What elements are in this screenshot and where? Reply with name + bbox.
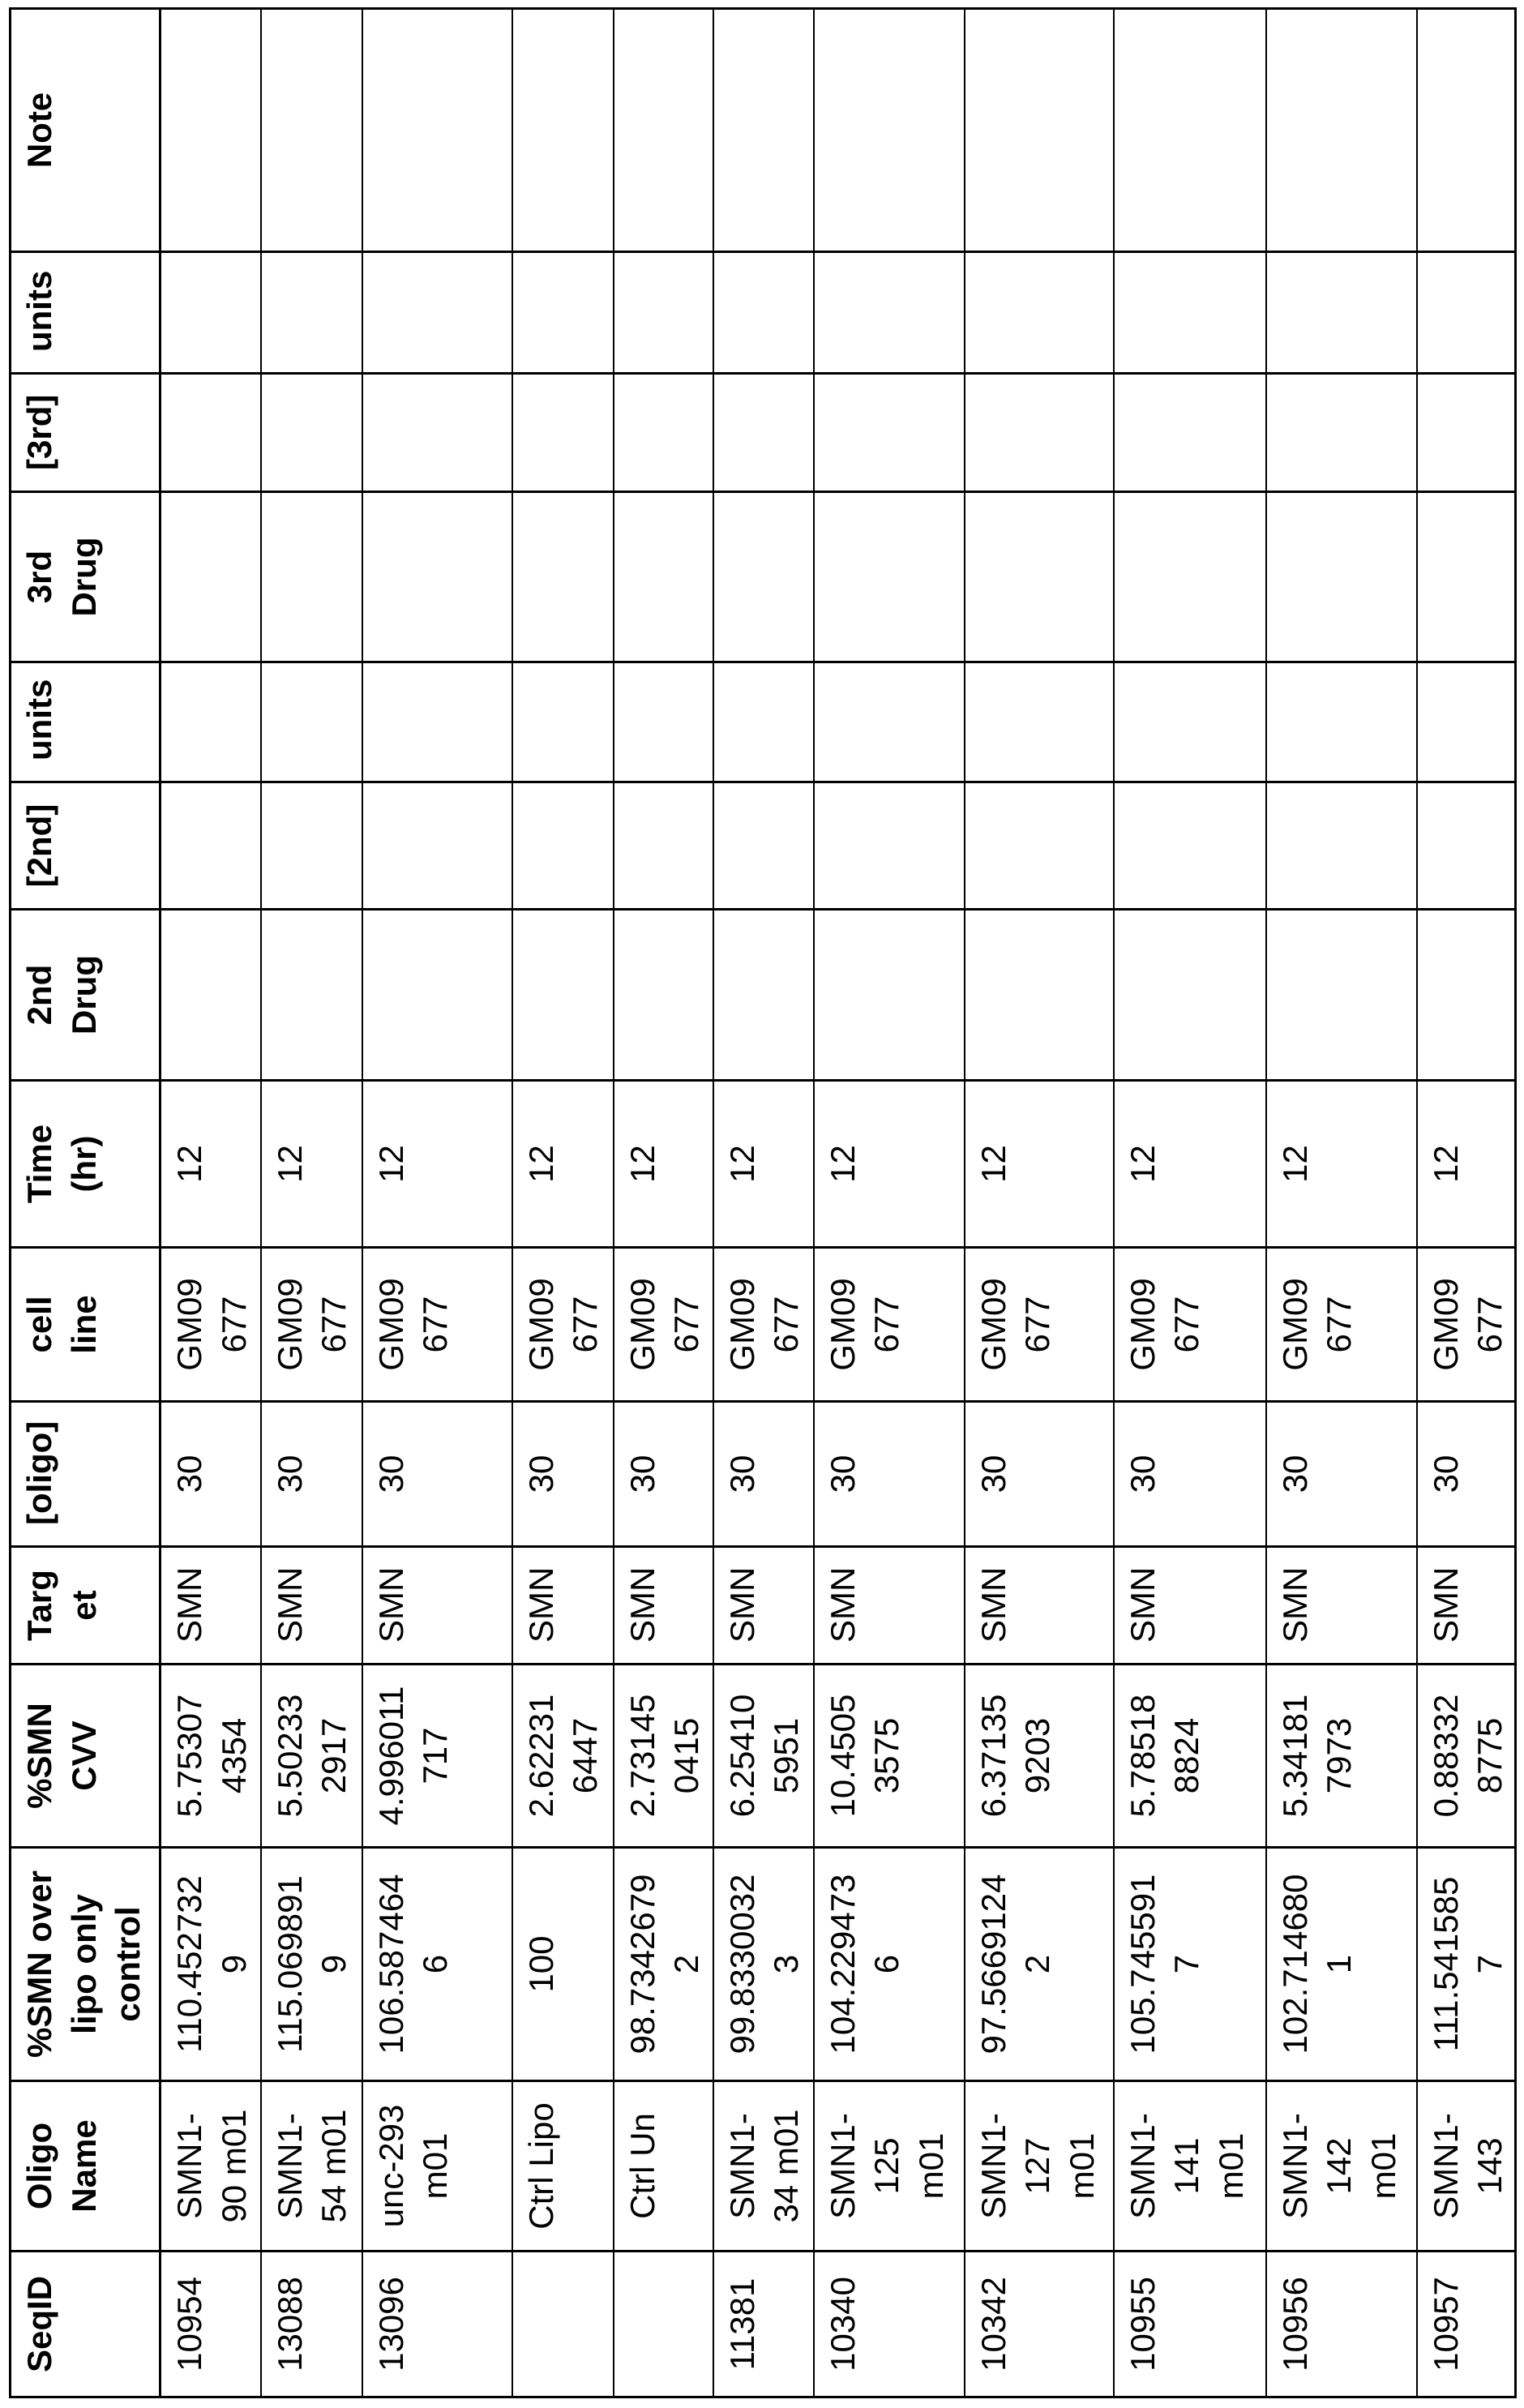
cell-pct-smn-cvv: 6.371359203 (965, 1665, 1114, 1848)
cell-third-units (814, 252, 965, 374)
cell-second-drug (965, 910, 1114, 1081)
cell-second-conc (814, 782, 965, 910)
cell-third-conc (713, 374, 814, 492)
cell-second-conc (1417, 782, 1516, 910)
cell-time-hr: 12 (161, 1081, 261, 1248)
cell-third-drug (713, 492, 814, 662)
header-third-drug: 3rd Drug (11, 492, 161, 662)
cell-oligo-conc: 30 (362, 1402, 512, 1547)
cell-pct-smn-cvv: 5.785188824 (1114, 1665, 1266, 1848)
cell-cell-line: GM09677 (1417, 1248, 1516, 1402)
cell-target: SMN (965, 1547, 1114, 1665)
cell-second-drug (1114, 910, 1266, 1081)
cell-second-drug (1266, 910, 1417, 1081)
cell-cell-line: GM09677 (512, 1248, 614, 1402)
cell-cell-line: GM09677 (1266, 1248, 1417, 1402)
cell-second-units (161, 662, 261, 782)
cell-third-conc (814, 374, 965, 492)
header-cell-line: cell line (11, 1248, 161, 1402)
cell-second-units (261, 662, 362, 782)
table-row (814, 9, 965, 2397)
table-row (713, 9, 814, 2397)
cell-oligo-name: SMN1-142 m01 (1266, 2081, 1417, 2252)
cell-third-conc (512, 374, 614, 492)
cell-second-units (814, 662, 965, 782)
cell-oligo-name: SMN1-125 m01 (814, 2081, 965, 2252)
cell-third-units (614, 252, 713, 374)
cell-seqid: 10340 (814, 2252, 965, 2397)
cell-cell-line: GM09677 (713, 1248, 814, 1402)
cell-second-drug (512, 910, 614, 1081)
cell-time-hr: 12 (261, 1081, 362, 1248)
cell-note (814, 9, 965, 252)
cell-second-drug (261, 910, 362, 1081)
table-row (362, 9, 512, 2397)
cell-third-conc (261, 374, 362, 492)
cell-second-drug (814, 910, 965, 1081)
header-row (11, 9, 161, 2397)
header-oligo-name: Oligo Name (11, 2081, 161, 2252)
cell-third-conc (965, 374, 1114, 492)
cell-second-units (614, 662, 713, 782)
cell-target: SMN (1417, 1547, 1516, 1665)
cell-time-hr: 12 (512, 1081, 614, 1248)
cell-oligo-name: SMN1-143 (1417, 2081, 1516, 2252)
cell-note (1417, 9, 1516, 252)
cell-oligo-name: Ctrl Un (614, 2081, 713, 2252)
cell-third-units (713, 252, 814, 374)
cell-oligo-conc: 30 (261, 1402, 362, 1547)
cell-second-conc (614, 782, 713, 910)
cell-pct-smn-over-lipo: 105.7455917 (1114, 1848, 1266, 2081)
cell-oligo-conc: 30 (1114, 1402, 1266, 1547)
cell-oligo-conc: 30 (614, 1402, 713, 1547)
cell-third-units (362, 252, 512, 374)
cell-second-conc (1114, 782, 1266, 910)
header-time-hr: Time (hr) (11, 1081, 161, 1248)
header-second-drug: 2nd Drug (11, 910, 161, 1081)
cell-pct-smn-cvv: 2.731450415 (614, 1665, 713, 1848)
cell-second-units (1417, 662, 1516, 782)
cell-pct-smn-over-lipo: 102.7146801 (1266, 1848, 1417, 2081)
cell-second-units (1114, 662, 1266, 782)
cell-note (362, 9, 512, 252)
table-row (614, 9, 713, 2397)
header-second-conc: [2nd] (11, 782, 161, 910)
cell-third-drug (814, 492, 965, 662)
cell-third-conc (1417, 374, 1516, 492)
header-third-conc: [3rd] (11, 374, 161, 492)
cell-second-conc (161, 782, 261, 910)
cell-seqid: 10954 (161, 2252, 261, 2397)
cell-pct-smn-over-lipo: 111.5415857 (1417, 1848, 1516, 2081)
cell-target: SMN (713, 1547, 814, 1665)
cell-third-conc (1266, 374, 1417, 492)
cell-third-conc (161, 374, 261, 492)
cell-oligo-name: Ctrl Lipo (512, 2081, 614, 2252)
header-pct-smn-cvv: %SMN CVV (11, 1665, 161, 1848)
cell-third-drug (965, 492, 1114, 662)
cell-second-drug (1417, 910, 1516, 1081)
cell-third-drug (614, 492, 713, 662)
cell-pct-smn-cvv: 10.45053575 (814, 1665, 965, 1848)
cell-oligo-name: SMN1-90 m01 (161, 2081, 261, 2252)
cell-oligo-conc: 30 (1417, 1402, 1516, 1547)
cell-target: SMN (1266, 1547, 1417, 1665)
cell-seqid (614, 2252, 713, 2397)
cell-third-units (512, 252, 614, 374)
cell-time-hr: 12 (1114, 1081, 1266, 1248)
cell-note (614, 9, 713, 252)
cell-pct-smn-over-lipo: 110.4527329 (161, 1848, 261, 2081)
cell-note (512, 9, 614, 252)
cell-seqid: 10956 (1266, 2252, 1417, 2397)
cell-target: SMN (261, 1547, 362, 1665)
cell-third-units (161, 252, 261, 374)
cell-seqid: 10342 (965, 2252, 1114, 2397)
cell-oligo-conc: 30 (713, 1402, 814, 1547)
table-row (1417, 9, 1516, 2397)
cell-pct-smn-over-lipo: 97.56691242 (965, 1848, 1114, 2081)
cell-third-conc (362, 374, 512, 492)
rotated-table-container (9, 7, 1517, 2398)
header-target: Target (11, 1547, 161, 1665)
cell-oligo-conc: 30 (512, 1402, 614, 1547)
cell-note (1114, 9, 1266, 252)
cell-second-conc (512, 782, 614, 910)
cell-seqid: 13096 (362, 2252, 512, 2397)
table-row (512, 9, 614, 2397)
cell-oligo-name: SMN1-141 m01 (1114, 2081, 1266, 2252)
cell-seqid: 10957 (1417, 2252, 1516, 2397)
cell-target: SMN (1114, 1547, 1266, 1665)
cell-note (713, 9, 814, 252)
cell-seqid: 13088 (261, 2252, 362, 2397)
cell-oligo-name: unc-293 m01 (362, 2081, 512, 2252)
cell-third-conc (1114, 374, 1266, 492)
cell-cell-line: GM09677 (614, 1248, 713, 1402)
cell-third-drug (261, 492, 362, 662)
cell-time-hr: 12 (1266, 1081, 1417, 1248)
header-third-units: units (11, 252, 161, 374)
cell-time-hr: 12 (965, 1081, 1114, 1248)
cell-cell-line: GM09677 (362, 1248, 512, 1402)
cell-second-drug (161, 910, 261, 1081)
header-pct-smn-over-lipo: %SMN over lipo only control (11, 1848, 161, 2081)
cell-third-drug (161, 492, 261, 662)
cell-pct-smn-cvv: 5.341817973 (1266, 1665, 1417, 1848)
cell-pct-smn-cvv: 5.502332917 (261, 1665, 362, 1848)
cell-third-drug (362, 492, 512, 662)
cell-third-units (965, 252, 1114, 374)
cell-time-hr: 12 (1417, 1081, 1516, 1248)
cell-third-drug (1266, 492, 1417, 662)
cell-third-units (261, 252, 362, 374)
cell-second-conc (362, 782, 512, 910)
cell-second-conc (1266, 782, 1417, 910)
cell-pct-smn-cvv: 2.622316447 (512, 1665, 614, 1848)
cell-oligo-conc: 30 (965, 1402, 1114, 1547)
cell-pct-smn-over-lipo: 104.2294736 (814, 1848, 965, 2081)
header-note: Note (11, 9, 161, 252)
cell-pct-smn-cvv: 5.753074354 (161, 1665, 261, 1848)
cell-cell-line: GM09677 (965, 1248, 1114, 1402)
cell-note (261, 9, 362, 252)
cell-pct-smn-cvv: 6.254105951 (713, 1665, 814, 1848)
cell-note (1266, 9, 1417, 252)
cell-second-drug (713, 910, 814, 1081)
cell-target: SMN (614, 1547, 713, 1665)
cell-target: SMN (362, 1547, 512, 1665)
cell-third-drug (1114, 492, 1266, 662)
cell-oligo-conc: 30 (1266, 1402, 1417, 1547)
cell-oligo-name: SMN1-127 m01 (965, 2081, 1114, 2252)
table-row (1114, 9, 1266, 2397)
header-oligo-conc: [oligo] (11, 1402, 161, 1547)
cell-target: SMN (814, 1547, 965, 1665)
cell-third-conc (614, 374, 713, 492)
cell-third-units (1266, 252, 1417, 374)
table-row (161, 9, 261, 2397)
cell-third-drug (1417, 492, 1516, 662)
cell-oligo-conc: 30 (161, 1402, 261, 1547)
cell-third-units (1114, 252, 1266, 374)
cell-cell-line: GM09677 (261, 1248, 362, 1402)
cell-seqid (512, 2252, 614, 2397)
cell-oligo-conc: 30 (814, 1402, 965, 1547)
table-row (1266, 9, 1417, 2397)
cell-second-conc (261, 782, 362, 910)
table-row (261, 9, 362, 2397)
table-row (965, 9, 1114, 2397)
cell-second-units (512, 662, 614, 782)
cell-second-units (965, 662, 1114, 782)
cell-pct-smn-over-lipo: 115.0698919 (261, 1848, 362, 2081)
header-seqid: SeqID (11, 2252, 161, 2397)
cell-second-units (713, 662, 814, 782)
cell-note (161, 9, 261, 252)
cell-second-units (362, 662, 512, 782)
header-second-units: units (11, 662, 161, 782)
cell-oligo-name: SMN1-34 m01 (713, 2081, 814, 2252)
cell-third-drug (512, 492, 614, 662)
cell-second-units (1266, 662, 1417, 782)
results-table (9, 7, 1517, 2398)
cell-time-hr: 12 (614, 1081, 713, 1248)
cell-cell-line: GM09677 (814, 1248, 965, 1402)
cell-seqid: 11381 (713, 2252, 814, 2397)
table-body (161, 9, 1516, 2397)
cell-target: SMN (161, 1547, 261, 1665)
cell-third-units (1417, 252, 1516, 374)
cell-cell-line: GM09677 (1114, 1248, 1266, 1402)
cell-pct-smn-over-lipo: 100 (512, 1848, 614, 2081)
cell-pct-smn-over-lipo: 106.5874646 (362, 1848, 512, 2081)
cell-second-drug (614, 910, 713, 1081)
cell-time-hr: 12 (814, 1081, 965, 1248)
cell-second-drug (362, 910, 512, 1081)
cell-time-hr: 12 (713, 1081, 814, 1248)
cell-pct-smn-over-lipo: 98.73426792 (614, 1848, 713, 2081)
cell-target: SMN (512, 1547, 614, 1665)
cell-seqid: 10955 (1114, 2252, 1266, 2397)
cell-note (965, 9, 1114, 252)
cell-time-hr: 12 (362, 1081, 512, 1248)
cell-pct-smn-cvv: 4.996011717 (362, 1665, 512, 1848)
cell-pct-smn-cvv: 0.883328775 (1417, 1665, 1516, 1848)
cell-oligo-name: SMN1-54 m01 (261, 2081, 362, 2252)
cell-pct-smn-over-lipo: 99.83300323 (713, 1848, 814, 2081)
cell-cell-line: GM09677 (161, 1248, 261, 1402)
cell-second-conc (713, 782, 814, 910)
cell-second-conc (965, 782, 1114, 910)
